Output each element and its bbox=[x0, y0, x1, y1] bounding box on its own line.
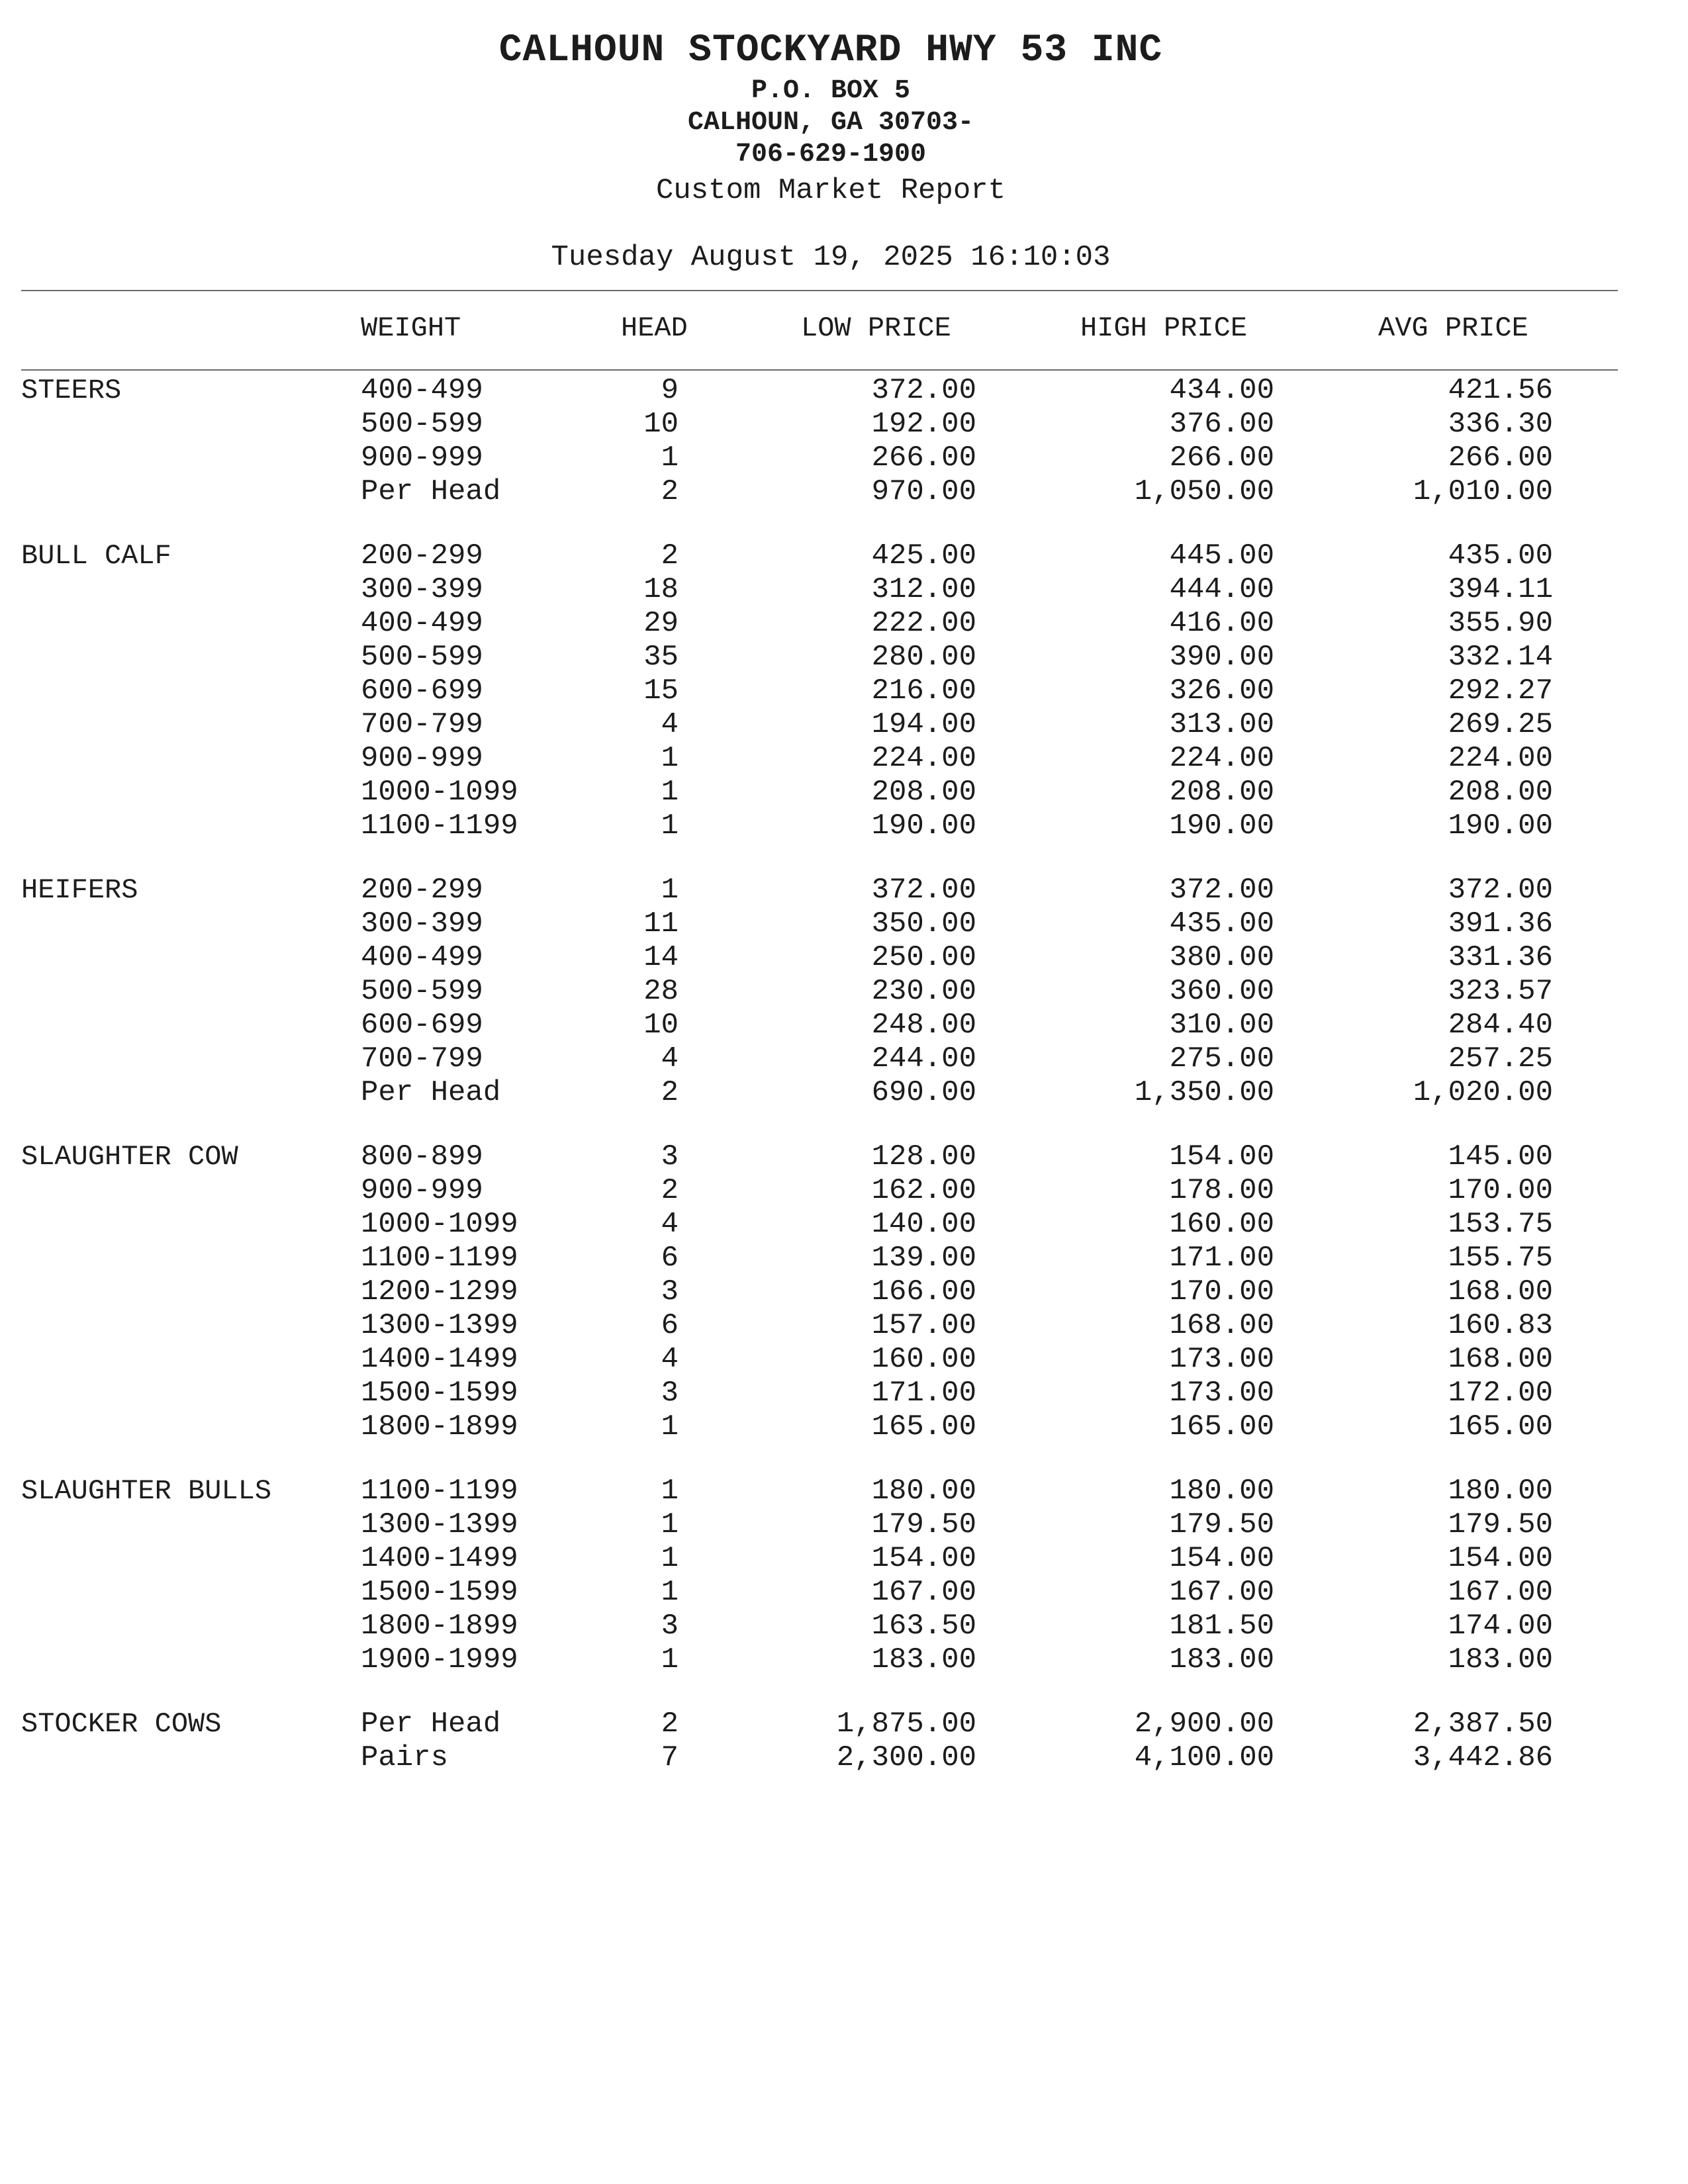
head-count-cell: 7 bbox=[661, 1741, 679, 1774]
low-price-cell: 167.00 bbox=[871, 1576, 976, 1609]
high-price-cell: 313.00 bbox=[1169, 708, 1274, 741]
head-count-cell: 1 bbox=[661, 1475, 679, 1508]
table-row bbox=[0, 1343, 1688, 1377]
high-price-cell: 2,900.00 bbox=[1134, 1707, 1274, 1741]
low-price-cell: 372.00 bbox=[871, 374, 976, 407]
head-count-cell: 14 bbox=[643, 941, 679, 974]
table-row bbox=[0, 1610, 1688, 1643]
head-count-cell: 1 bbox=[661, 1576, 679, 1609]
address-line-2: CALHOUN, GA 30703- bbox=[687, 108, 974, 138]
avg-price-cell: 394.11 bbox=[1448, 573, 1553, 606]
weight-cell: 1100-1199 bbox=[361, 1242, 518, 1275]
high-price-cell: 444.00 bbox=[1169, 573, 1274, 606]
head-count-cell: 35 bbox=[643, 641, 679, 674]
head-count-cell: 1 bbox=[661, 1410, 679, 1443]
high-price-cell: 171.00 bbox=[1169, 1242, 1274, 1275]
section-name: STEERS bbox=[21, 375, 122, 406]
table-row bbox=[0, 975, 1688, 1009]
table-row bbox=[0, 941, 1688, 975]
weight-cell: 1400-1499 bbox=[361, 1343, 518, 1376]
low-price-cell: 312.00 bbox=[871, 573, 976, 606]
head-count-cell: 4 bbox=[661, 1343, 679, 1376]
table-row bbox=[0, 573, 1688, 607]
weight-cell: 1500-1599 bbox=[361, 1377, 518, 1410]
low-price-cell: 157.00 bbox=[871, 1309, 976, 1342]
avg-price-cell: 165.00 bbox=[1448, 1410, 1553, 1443]
avg-price-cell: 284.40 bbox=[1448, 1009, 1553, 1042]
high-price-cell: 390.00 bbox=[1169, 641, 1274, 674]
table-row bbox=[0, 441, 1688, 475]
avg-price-cell: 190.00 bbox=[1448, 809, 1553, 842]
head-count-cell: 2 bbox=[661, 475, 679, 508]
weight-cell: 600-699 bbox=[361, 674, 483, 707]
head-count-cell: 6 bbox=[661, 1242, 679, 1275]
low-price-cell: 166.00 bbox=[871, 1275, 976, 1308]
head-count-cell: 1 bbox=[661, 1542, 679, 1575]
low-price-cell: 1,875.00 bbox=[836, 1707, 976, 1741]
avg-price-cell: 257.25 bbox=[1448, 1042, 1553, 1075]
column-header-avg-price: AVG PRICE bbox=[1378, 312, 1528, 344]
report-header bbox=[0, 26, 1662, 275]
column-header-weight: WEIGHT bbox=[361, 312, 461, 344]
section-name: SLAUGHTER COW bbox=[21, 1141, 238, 1173]
weight-cell: 500-599 bbox=[361, 641, 483, 674]
avg-price-cell: 180.00 bbox=[1448, 1475, 1553, 1508]
low-price-cell: 180.00 bbox=[871, 1475, 976, 1508]
avg-price-cell: 435.00 bbox=[1448, 539, 1553, 572]
low-price-cell: 244.00 bbox=[871, 1042, 976, 1075]
high-price-cell: 160.00 bbox=[1169, 1208, 1274, 1241]
avg-price-cell: 170.00 bbox=[1448, 1174, 1553, 1207]
high-price-cell: 224.00 bbox=[1169, 742, 1274, 775]
table-row bbox=[0, 1275, 1688, 1309]
head-count-cell: 3 bbox=[661, 1275, 679, 1308]
table-row bbox=[0, 1475, 1688, 1508]
head-count-cell: 1 bbox=[661, 809, 679, 842]
avg-price-cell: 1,010.00 bbox=[1413, 475, 1553, 508]
avg-price-cell: 2,387.50 bbox=[1413, 1707, 1553, 1741]
table-row bbox=[0, 809, 1688, 843]
head-count-cell: 3 bbox=[661, 1140, 679, 1173]
avg-price-cell: 269.25 bbox=[1448, 708, 1553, 741]
table-row bbox=[0, 1309, 1688, 1343]
head-count-cell: 4 bbox=[661, 708, 679, 741]
low-price-cell: 160.00 bbox=[871, 1343, 976, 1376]
head-count-cell: 1 bbox=[661, 1508, 679, 1541]
avg-price-cell: 179.50 bbox=[1448, 1508, 1553, 1541]
head-count-cell: 1 bbox=[661, 742, 679, 775]
high-price-cell: 416.00 bbox=[1169, 607, 1274, 640]
market-section bbox=[0, 874, 1688, 1110]
low-price-cell: 372.00 bbox=[871, 874, 976, 907]
weight-cell: 500-599 bbox=[361, 975, 483, 1008]
avg-price-cell: 323.57 bbox=[1448, 975, 1553, 1008]
high-price-cell: 326.00 bbox=[1169, 674, 1274, 707]
high-price-cell: 170.00 bbox=[1169, 1275, 1274, 1308]
column-header-high-price: HIGH PRICE bbox=[1080, 312, 1248, 344]
table-row bbox=[0, 1410, 1688, 1444]
head-count-cell: 3 bbox=[661, 1377, 679, 1410]
low-price-cell: 222.00 bbox=[871, 607, 976, 640]
low-price-cell: 128.00 bbox=[871, 1140, 976, 1173]
low-price-cell: 266.00 bbox=[871, 441, 976, 475]
phone-number: 706-629-1900 bbox=[735, 140, 927, 169]
low-price-cell: 216.00 bbox=[871, 674, 976, 707]
head-count-cell: 10 bbox=[643, 408, 679, 441]
low-price-cell: 154.00 bbox=[871, 1542, 976, 1575]
high-price-cell: 360.00 bbox=[1169, 975, 1274, 1008]
avg-price-cell: 168.00 bbox=[1448, 1275, 1553, 1308]
avg-price-cell: 174.00 bbox=[1448, 1610, 1553, 1643]
weight-cell: 800-899 bbox=[361, 1140, 483, 1173]
weight-cell: 300-399 bbox=[361, 907, 483, 940]
company-name: CALHOUN STOCKYARD HWY 53 INC bbox=[498, 29, 1163, 72]
low-price-cell: 280.00 bbox=[871, 641, 976, 674]
avg-price-cell: 372.00 bbox=[1448, 874, 1553, 907]
column-header-low-price: LOW PRICE bbox=[801, 312, 951, 344]
weight-cell: 1000-1099 bbox=[361, 776, 518, 809]
table-row bbox=[0, 1542, 1688, 1576]
low-price-cell: 208.00 bbox=[871, 776, 976, 809]
high-price-cell: 434.00 bbox=[1169, 374, 1274, 407]
section-name: HEIFERS bbox=[21, 874, 138, 906]
header-top-divider bbox=[21, 290, 1618, 291]
low-price-cell: 171.00 bbox=[871, 1377, 976, 1410]
weight-cell: 300-399 bbox=[361, 573, 483, 606]
weight-cell: 900-999 bbox=[361, 742, 483, 775]
low-price-cell: 190.00 bbox=[871, 809, 976, 842]
head-count-cell: 2 bbox=[661, 1174, 679, 1207]
head-count-cell: 2 bbox=[661, 1076, 679, 1109]
avg-price-cell: 355.90 bbox=[1448, 607, 1553, 640]
high-price-cell: 168.00 bbox=[1169, 1309, 1274, 1342]
high-price-cell: 275.00 bbox=[1169, 1042, 1274, 1075]
weight-cell: 200-299 bbox=[361, 874, 483, 907]
avg-price-cell: 331.36 bbox=[1448, 941, 1553, 974]
weight-cell: Pairs bbox=[361, 1741, 449, 1774]
avg-price-cell: 208.00 bbox=[1448, 776, 1553, 809]
weight-cell: 1400-1499 bbox=[361, 1542, 518, 1575]
high-price-cell: 154.00 bbox=[1169, 1542, 1274, 1575]
avg-price-cell: 292.27 bbox=[1448, 674, 1553, 707]
low-price-cell: 139.00 bbox=[871, 1242, 976, 1275]
weight-cell: 600-699 bbox=[361, 1009, 483, 1042]
head-count-cell: 1 bbox=[661, 776, 679, 809]
high-price-cell: 154.00 bbox=[1169, 1140, 1274, 1173]
table-row bbox=[0, 907, 1688, 941]
head-count-cell: 1 bbox=[661, 441, 679, 475]
avg-price-cell: 224.00 bbox=[1448, 742, 1553, 775]
table-row bbox=[0, 1643, 1688, 1677]
high-price-cell: 310.00 bbox=[1169, 1009, 1274, 1042]
table-row bbox=[0, 1208, 1688, 1242]
low-price-cell: 2,300.00 bbox=[836, 1741, 976, 1774]
high-price-cell: 380.00 bbox=[1169, 941, 1274, 974]
head-count-cell: 1 bbox=[661, 874, 679, 907]
low-price-cell: 690.00 bbox=[871, 1076, 976, 1109]
weight-cell: 1300-1399 bbox=[361, 1309, 518, 1342]
head-count-cell: 15 bbox=[643, 674, 679, 707]
table-row bbox=[0, 1741, 1688, 1775]
weight-cell: 1200-1299 bbox=[361, 1275, 518, 1308]
weight-cell: 1000-1099 bbox=[361, 1208, 518, 1241]
head-count-cell: 2 bbox=[661, 1707, 679, 1741]
weight-cell: 1100-1199 bbox=[361, 1475, 518, 1508]
avg-price-cell: 154.00 bbox=[1448, 1542, 1553, 1575]
avg-price-cell: 155.75 bbox=[1448, 1242, 1553, 1275]
head-count-cell: 18 bbox=[643, 573, 679, 606]
head-count-cell: 1 bbox=[661, 1643, 679, 1676]
avg-price-cell: 336.30 bbox=[1448, 408, 1553, 441]
high-price-cell: 179.50 bbox=[1169, 1508, 1274, 1541]
weight-cell: 1100-1199 bbox=[361, 809, 518, 842]
table-row bbox=[0, 1009, 1688, 1042]
head-count-cell: 10 bbox=[643, 1009, 679, 1042]
weight-cell: 900-999 bbox=[361, 1174, 483, 1207]
low-price-cell: 970.00 bbox=[871, 475, 976, 508]
low-price-cell: 179.50 bbox=[871, 1508, 976, 1541]
weight-cell: 700-799 bbox=[361, 1042, 483, 1075]
head-count-cell: 9 bbox=[661, 374, 679, 407]
avg-price-cell: 421.56 bbox=[1448, 374, 1553, 407]
weight-cell: Per Head bbox=[361, 1076, 501, 1109]
low-price-cell: 140.00 bbox=[871, 1208, 976, 1241]
table-row bbox=[0, 708, 1688, 742]
avg-price-cell: 167.00 bbox=[1448, 1576, 1553, 1609]
avg-price-cell: 160.83 bbox=[1448, 1309, 1553, 1342]
weight-cell: 400-499 bbox=[361, 941, 483, 974]
report-title: Custom Market Report bbox=[655, 174, 1006, 207]
low-price-cell: 165.00 bbox=[871, 1410, 976, 1443]
table-row bbox=[0, 374, 1688, 408]
table-row bbox=[0, 1377, 1688, 1410]
avg-price-cell: 3,442.86 bbox=[1413, 1741, 1553, 1774]
high-price-cell: 165.00 bbox=[1169, 1410, 1274, 1443]
head-count-cell: 29 bbox=[643, 607, 679, 640]
column-header-head: HEAD bbox=[621, 312, 688, 344]
weight-cell: 400-499 bbox=[361, 374, 483, 407]
high-price-cell: 181.50 bbox=[1169, 1610, 1274, 1643]
low-price-cell: 163.50 bbox=[871, 1610, 976, 1643]
table-row bbox=[0, 1707, 1688, 1741]
high-price-cell: 1,050.00 bbox=[1134, 475, 1274, 508]
header-bottom-divider bbox=[21, 369, 1618, 371]
high-price-cell: 1,350.00 bbox=[1134, 1076, 1274, 1109]
weight-cell: 900-999 bbox=[361, 441, 483, 475]
high-price-cell: 376.00 bbox=[1169, 408, 1274, 441]
weight-cell: 1300-1399 bbox=[361, 1508, 518, 1541]
high-price-cell: 167.00 bbox=[1169, 1576, 1274, 1609]
table-row bbox=[0, 1140, 1688, 1174]
table-row bbox=[0, 539, 1688, 573]
avg-price-cell: 172.00 bbox=[1448, 1377, 1553, 1410]
head-count-cell: 3 bbox=[661, 1610, 679, 1643]
weight-cell: 400-499 bbox=[361, 607, 483, 640]
low-price-cell: 192.00 bbox=[871, 408, 976, 441]
low-price-cell: 248.00 bbox=[871, 1009, 976, 1042]
weight-cell: 1500-1599 bbox=[361, 1576, 518, 1609]
head-count-cell: 2 bbox=[661, 539, 679, 572]
high-price-cell: 178.00 bbox=[1169, 1174, 1274, 1207]
high-price-cell: 372.00 bbox=[1169, 874, 1274, 907]
low-price-cell: 350.00 bbox=[871, 907, 976, 940]
weight-cell: 700-799 bbox=[361, 708, 483, 741]
market-section bbox=[0, 1140, 1688, 1444]
report-body bbox=[0, 374, 1688, 1805]
high-price-cell: 208.00 bbox=[1169, 776, 1274, 809]
table-row bbox=[0, 1174, 1688, 1208]
table-row bbox=[0, 674, 1688, 708]
high-price-cell: 435.00 bbox=[1169, 907, 1274, 940]
head-count-cell: 11 bbox=[643, 907, 679, 940]
high-price-cell: 190.00 bbox=[1169, 809, 1274, 842]
head-count-cell: 28 bbox=[643, 975, 679, 1008]
section-name: SLAUGHTER BULLS bbox=[21, 1475, 272, 1507]
section-name: BULL CALF bbox=[21, 540, 171, 572]
table-row bbox=[0, 1508, 1688, 1542]
table-row bbox=[0, 776, 1688, 809]
weight-cell: 1900-1999 bbox=[361, 1643, 518, 1676]
high-price-cell: 173.00 bbox=[1169, 1377, 1274, 1410]
weight-cell: Per Head bbox=[361, 475, 501, 508]
weight-cell: 1800-1899 bbox=[361, 1410, 518, 1443]
weight-cell: 1800-1899 bbox=[361, 1610, 518, 1643]
section-name: STOCKER COWS bbox=[21, 1708, 222, 1740]
avg-price-cell: 266.00 bbox=[1448, 441, 1553, 475]
table-row bbox=[0, 1576, 1688, 1610]
address-line-1: P.O. BOX 5 bbox=[751, 76, 911, 106]
low-price-cell: 250.00 bbox=[871, 941, 976, 974]
report-date: Tuesday August 19, 2025 16:10:03 bbox=[551, 241, 1111, 274]
low-price-cell: 230.00 bbox=[871, 975, 976, 1008]
table-row bbox=[0, 874, 1688, 907]
table-row bbox=[0, 742, 1688, 776]
head-count-cell: 4 bbox=[661, 1208, 679, 1241]
avg-price-cell: 1,020.00 bbox=[1413, 1076, 1553, 1109]
table-row bbox=[0, 641, 1688, 674]
avg-price-cell: 183.00 bbox=[1448, 1643, 1553, 1676]
table-row bbox=[0, 607, 1688, 641]
avg-price-cell: 332.14 bbox=[1448, 641, 1553, 674]
weight-cell: 500-599 bbox=[361, 408, 483, 441]
table-row bbox=[0, 475, 1688, 509]
avg-price-cell: 153.75 bbox=[1448, 1208, 1553, 1241]
table-row bbox=[0, 408, 1688, 441]
low-price-cell: 425.00 bbox=[871, 539, 976, 572]
weight-cell: Per Head bbox=[361, 1707, 501, 1741]
market-section bbox=[0, 374, 1688, 509]
high-price-cell: 173.00 bbox=[1169, 1343, 1274, 1376]
avg-price-cell: 145.00 bbox=[1448, 1140, 1553, 1173]
high-price-cell: 445.00 bbox=[1169, 539, 1274, 572]
table-row bbox=[0, 1042, 1688, 1076]
low-price-cell: 224.00 bbox=[871, 742, 976, 775]
low-price-cell: 162.00 bbox=[871, 1174, 976, 1207]
table-row bbox=[0, 1076, 1688, 1110]
market-section bbox=[0, 1707, 1688, 1775]
avg-price-cell: 168.00 bbox=[1448, 1343, 1553, 1376]
high-price-cell: 183.00 bbox=[1169, 1643, 1274, 1676]
table-row bbox=[0, 1242, 1688, 1275]
high-price-cell: 4,100.00 bbox=[1134, 1741, 1274, 1774]
high-price-cell: 180.00 bbox=[1169, 1475, 1274, 1508]
head-count-cell: 6 bbox=[661, 1309, 679, 1342]
low-price-cell: 183.00 bbox=[871, 1643, 976, 1676]
market-section bbox=[0, 539, 1688, 843]
high-price-cell: 266.00 bbox=[1169, 441, 1274, 475]
low-price-cell: 194.00 bbox=[871, 708, 976, 741]
weight-cell: 200-299 bbox=[361, 539, 483, 572]
avg-price-cell: 391.36 bbox=[1448, 907, 1553, 940]
market-section bbox=[0, 1475, 1688, 1677]
head-count-cell: 4 bbox=[661, 1042, 679, 1075]
